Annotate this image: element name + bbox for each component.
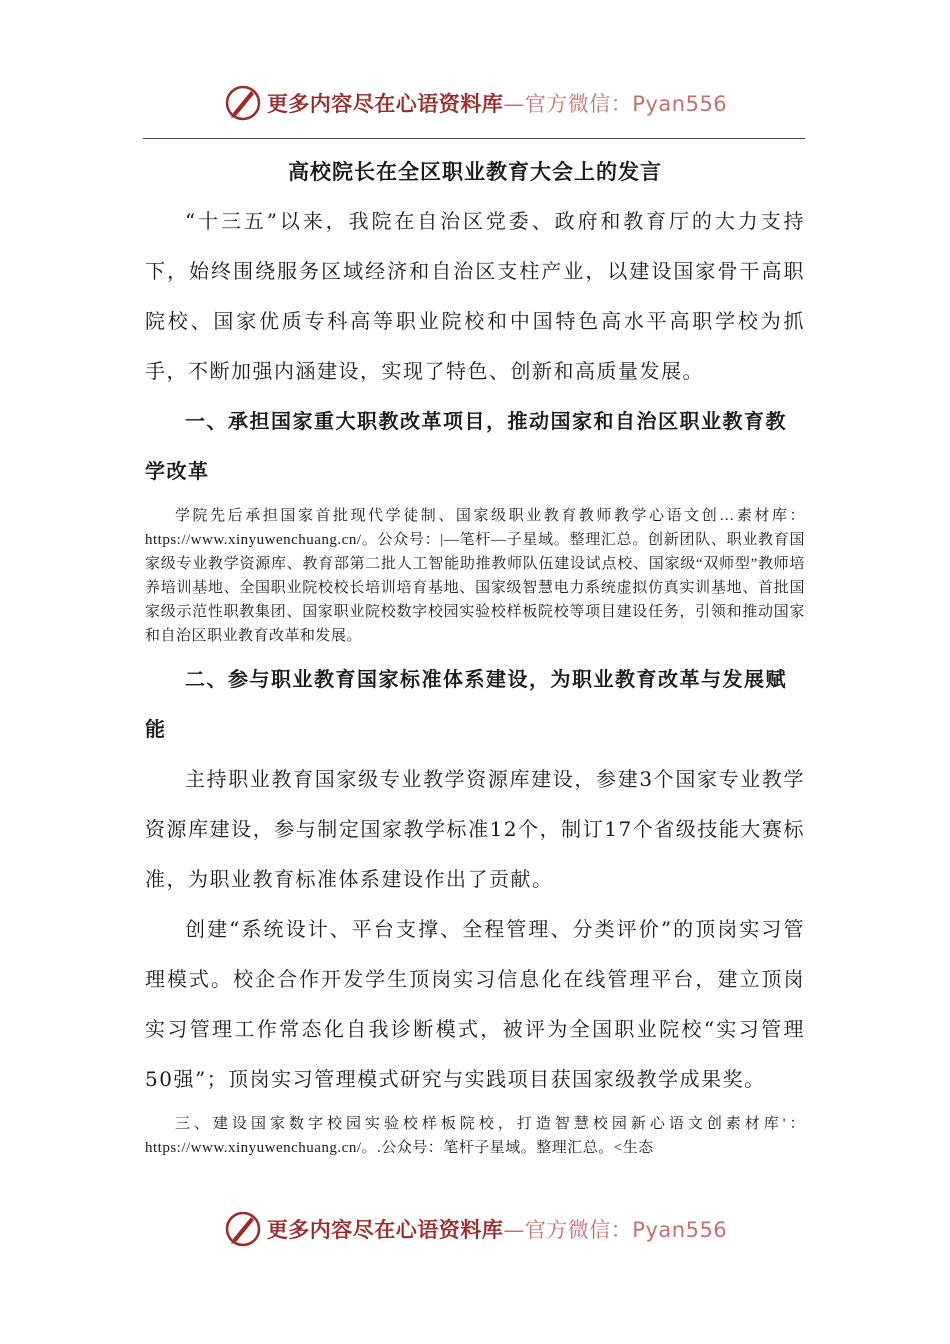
section-3-paragraph: 三、建设国家数字校园实验校样板院校，打造智慧校园新心语文创素材库'：https://www.xinyuwenchuang.cn/。.公众号：笔杆子星域。整理汇总。<生态	[145, 1116, 805, 1156]
section-2-paragraph-1: 主持职业教育国家级专业教学资源库建设，参建3个国家专业教学资源库建设，参与制定国家教学标准12个，制订17个省级技能大赛标准，为职业教育标准体系建设作出了贡献。	[145, 767, 805, 891]
section-1-heading: 一、承担国家重大职教改革项目，推动国家和自治区职业教育教学改革	[145, 409, 787, 483]
banner-wechat: —官方微信：Pyan556	[503, 1218, 728, 1242]
section-2-paragraph-2: 创建“系统设计、平台支撑、全程管理、分类评价”的顶岗实习管理模式。校企合作开发学生顶岗实习信息化在线管理平台，建立顶岗实习管理工作常态化自我诊断模式，被评为全国职业院校“实习管理50强”；顶岗实习管理模式研究与实践项目获国家级教学成果奖。	[145, 917, 805, 1091]
banner-caption	[267, 88, 727, 118]
header-banner	[0, 78, 950, 128]
footer-banner	[0, 1204, 950, 1254]
banner-caption	[267, 1214, 727, 1244]
header-divider	[143, 138, 805, 139]
section-2-heading: 二、参与职业教育国家标准体系建设，为职业教育改革与发展赋能	[145, 667, 787, 741]
banner-brand: 更多内容尽在心语资料库	[266, 1218, 504, 1242]
document-title: 高校院长在全区职业教育大会上的发言	[288, 159, 662, 184]
section-1-paragraph: 学院先后承担国家首批现代学徒制、国家级职业教育教师教学心语文创…素材库：https://www.xinyuwenchuang.cn/。公众号：|—笔杆—子星域。整理汇总。创新团队、职业教育国家级专业教学资源库、教育部第二批人工智能助推教师队伍建设试点校、国家级“双师型”教师培养培训基地、全国职业院校校长培训培育基地、国家级智慧电力系统虚拟仿真实训基地、首批国家级示范性职教集团、国家职业院校数字校园实验校样板院校等项目建设任务，引领和推动国家和自治区职业教育改革和发展。	[145, 508, 805, 644]
quill-logo-icon	[223, 1209, 263, 1249]
document-body	[145, 148, 805, 1166]
quill-logo-icon	[223, 83, 263, 123]
banner-wechat: —官方微信：Pyan556	[503, 92, 728, 116]
intro-paragraph: “十三五”以来，我院在自治区党委、政府和教育厅的大力支持下，始终围绕服务区域经济和自治区支柱产业，以建设国家骨干高职院校、国家优质专科高等职业院校和中国特色高水平高职学校为抓手，不断加强内涵建设，实现了特色、创新和高质量发展。	[145, 209, 805, 383]
banner-brand: 更多内容尽在心语资料库	[266, 92, 504, 116]
